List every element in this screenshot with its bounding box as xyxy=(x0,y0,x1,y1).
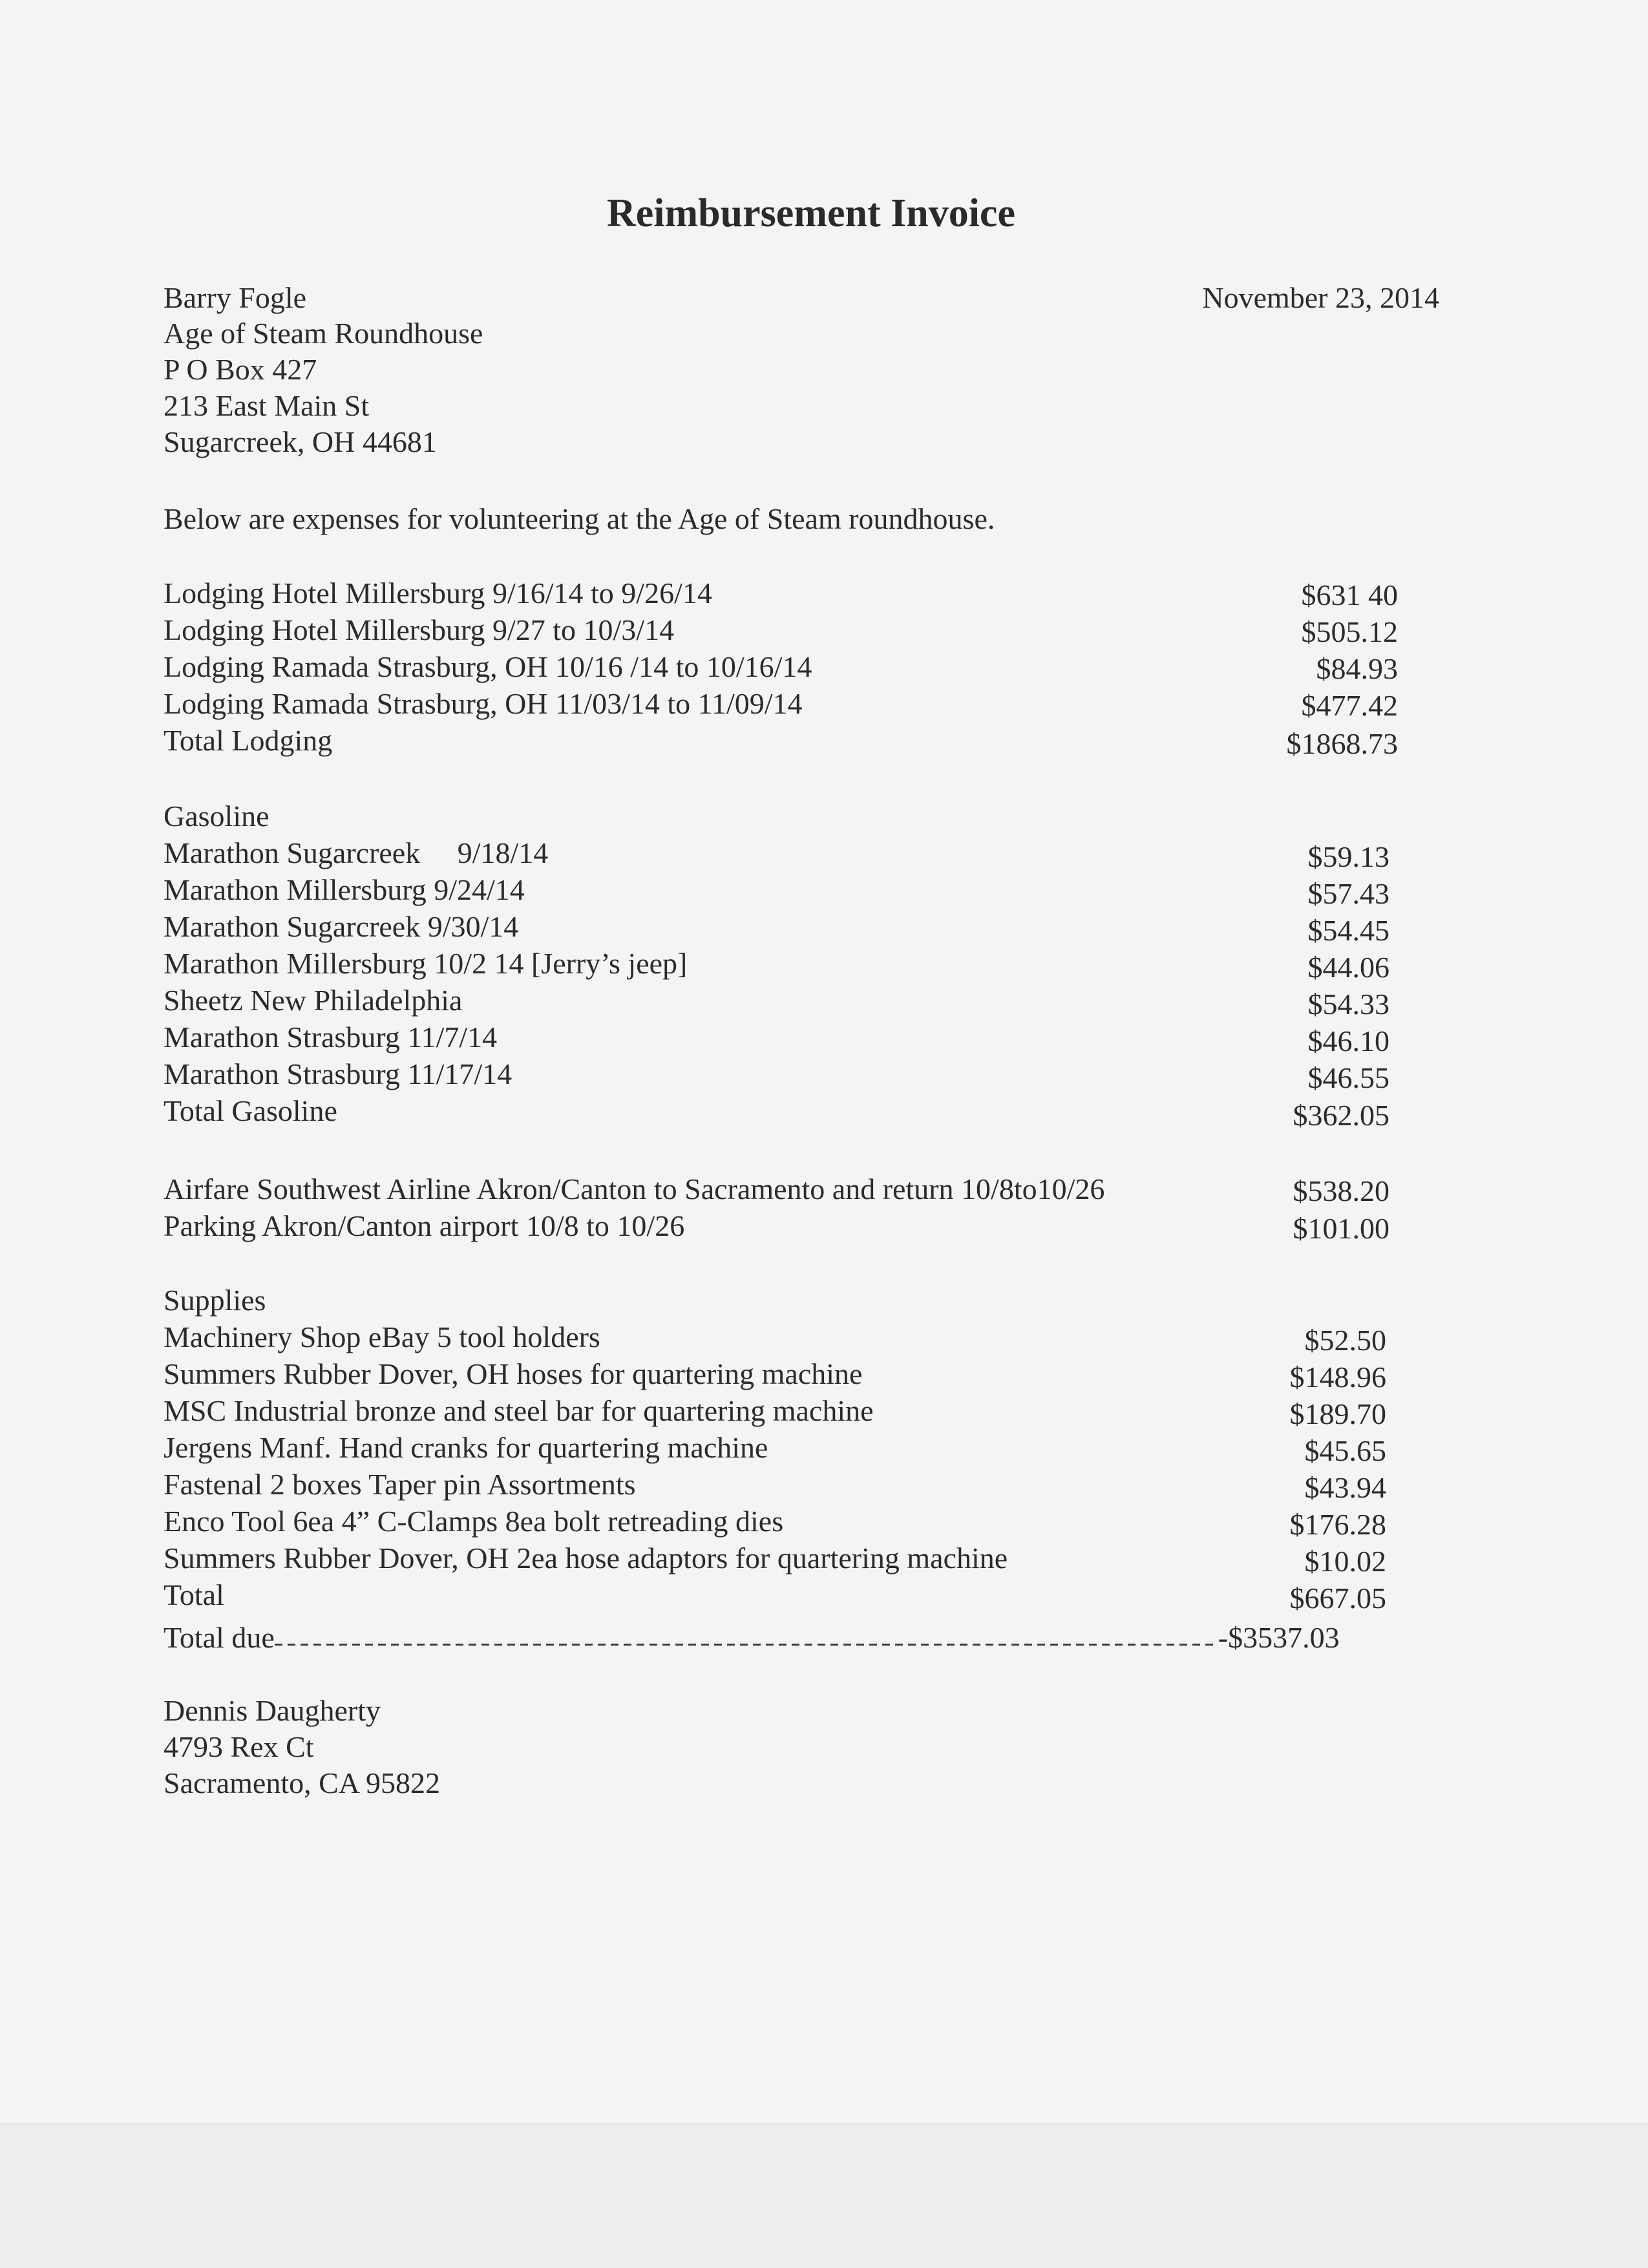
recipient-street: 4793 Rex Ct xyxy=(164,1730,314,1763)
expense-description: MSC Industrial bronze and steel bar for quartering machine xyxy=(164,1394,874,1427)
dashed-leader xyxy=(275,1619,1218,1657)
expense-amount: $148.96 xyxy=(1289,1361,1386,1394)
expense-description: Marathon Millersburg 10/2 14 [Jerry’s jeep] xyxy=(164,947,688,980)
expense-description: Fastenal 2 boxes Taper pin Assortments xyxy=(164,1468,636,1501)
expense-amount: $45.65 xyxy=(1304,1434,1386,1467)
expense-description: Marathon Sugarcreek 9/30/14 xyxy=(164,910,519,943)
expense-amount: $54.45 xyxy=(1307,914,1389,947)
total-due-label: Total due xyxy=(164,1621,275,1654)
sender-org: Age of Steam Roundhouse xyxy=(164,317,483,350)
section-heading: Gasoline xyxy=(164,800,269,832)
expense-amount: $505.12 xyxy=(1301,615,1398,648)
expense-amount: $538.20 xyxy=(1293,1174,1389,1207)
expense-description: Summers Rubber Dover, OH 2ea hose adaptors for quartering machine xyxy=(164,1542,1008,1574)
expense-amount: $189.70 xyxy=(1289,1397,1386,1430)
expense-amount: $477.42 xyxy=(1301,689,1398,722)
sender-po-box: P O Box 427 xyxy=(164,353,317,386)
scan-bottom-margin xyxy=(0,2123,1648,2268)
invoice-date: November 23, 2014 xyxy=(1202,281,1439,314)
expense-amount: $46.55 xyxy=(1307,1061,1389,1094)
expense-description: Marathon Strasburg 11/17/14 xyxy=(164,1057,512,1090)
section-heading: Supplies xyxy=(164,1284,266,1317)
expense-amount: $84.93 xyxy=(1316,652,1398,685)
total-gasoline-amount: $362.05 xyxy=(1293,1099,1389,1132)
total-gasoline-label: Total Gasoline xyxy=(164,1094,337,1127)
expense-amount: $101.00 xyxy=(1293,1212,1389,1245)
expense-amount: $176.28 xyxy=(1289,1508,1386,1541)
supplies-total-label: Total xyxy=(164,1578,224,1611)
sender-name: Barry Fogle xyxy=(164,281,307,314)
expense-description: Summers Rubber Dover, OH hoses for quartering machine xyxy=(164,1357,863,1390)
expense-amount: $54.33 xyxy=(1307,988,1389,1021)
expense-description: Lodging Ramada Strasburg, OH 10/16 /14 to 10/16/14 xyxy=(164,650,812,683)
expense-description: Machinery Shop eBay 5 tool holders xyxy=(164,1320,600,1353)
expense-description: Sheetz New Philadelphia xyxy=(164,984,463,1017)
expense-amount: $59.13 xyxy=(1307,840,1389,873)
expense-description: Marathon Millersburg 9/24/14 xyxy=(164,873,525,906)
expense-description: Parking Akron/Canton airport 10/8 to 10/26 xyxy=(164,1209,685,1242)
expense-amount: $44.06 xyxy=(1307,951,1389,984)
total-lodging-label: Total Lodging xyxy=(164,724,333,757)
expense-amount: $631 40 xyxy=(1301,578,1398,611)
expense-description: Lodging Hotel Millersburg 9/16/14 to 9/26/14 xyxy=(164,577,712,609)
total-due-amount: -$3537.03 xyxy=(1218,1621,1340,1654)
expense-amount: $52.50 xyxy=(1304,1324,1386,1357)
expense-amount: $57.43 xyxy=(1307,877,1389,910)
supplies-total-amount: $667.05 xyxy=(1289,1582,1386,1615)
expense-description: Lodging Ramada Strasburg, OH 11/03/14 to 11/09/14 xyxy=(164,687,803,720)
expense-description: Marathon Strasburg 11/7/14 xyxy=(164,1021,498,1054)
expense-amount: $43.94 xyxy=(1304,1471,1386,1504)
expense-description: Airfare Southwest Airline Akron/Canton to Sacramento and return 10/8to10/26 xyxy=(164,1172,1105,1205)
intro-text: Below are expenses for volunteering at the Age of Steam roundhouse. xyxy=(164,502,995,535)
invoice-title: Reimbursement Invoice xyxy=(607,191,1015,235)
recipient-city: Sacramento, CA 95822 xyxy=(164,1766,440,1799)
expense-description: Lodging Hotel Millersburg 9/27 to 10/3/14 xyxy=(164,613,675,646)
expense-amount: $10.02 xyxy=(1304,1545,1386,1578)
total-lodging-amount: $1868.73 xyxy=(1286,727,1398,760)
expense-amount: $46.10 xyxy=(1307,1024,1389,1057)
expense-description: Jergens Manf. Hand cranks for quartering machine xyxy=(164,1431,768,1464)
expense-description: Marathon Sugarcreek 9/18/14 xyxy=(164,836,549,869)
expense-description: Enco Tool 6ea 4” C-Clamps 8ea bolt retreading dies xyxy=(164,1505,784,1538)
sender-city: Sugarcreek, OH 44681 xyxy=(164,425,437,458)
recipient-name: Dennis Daugherty xyxy=(164,1694,381,1727)
sender-street: 213 East Main St xyxy=(164,389,370,422)
total-due-line xyxy=(164,1619,1385,1657)
